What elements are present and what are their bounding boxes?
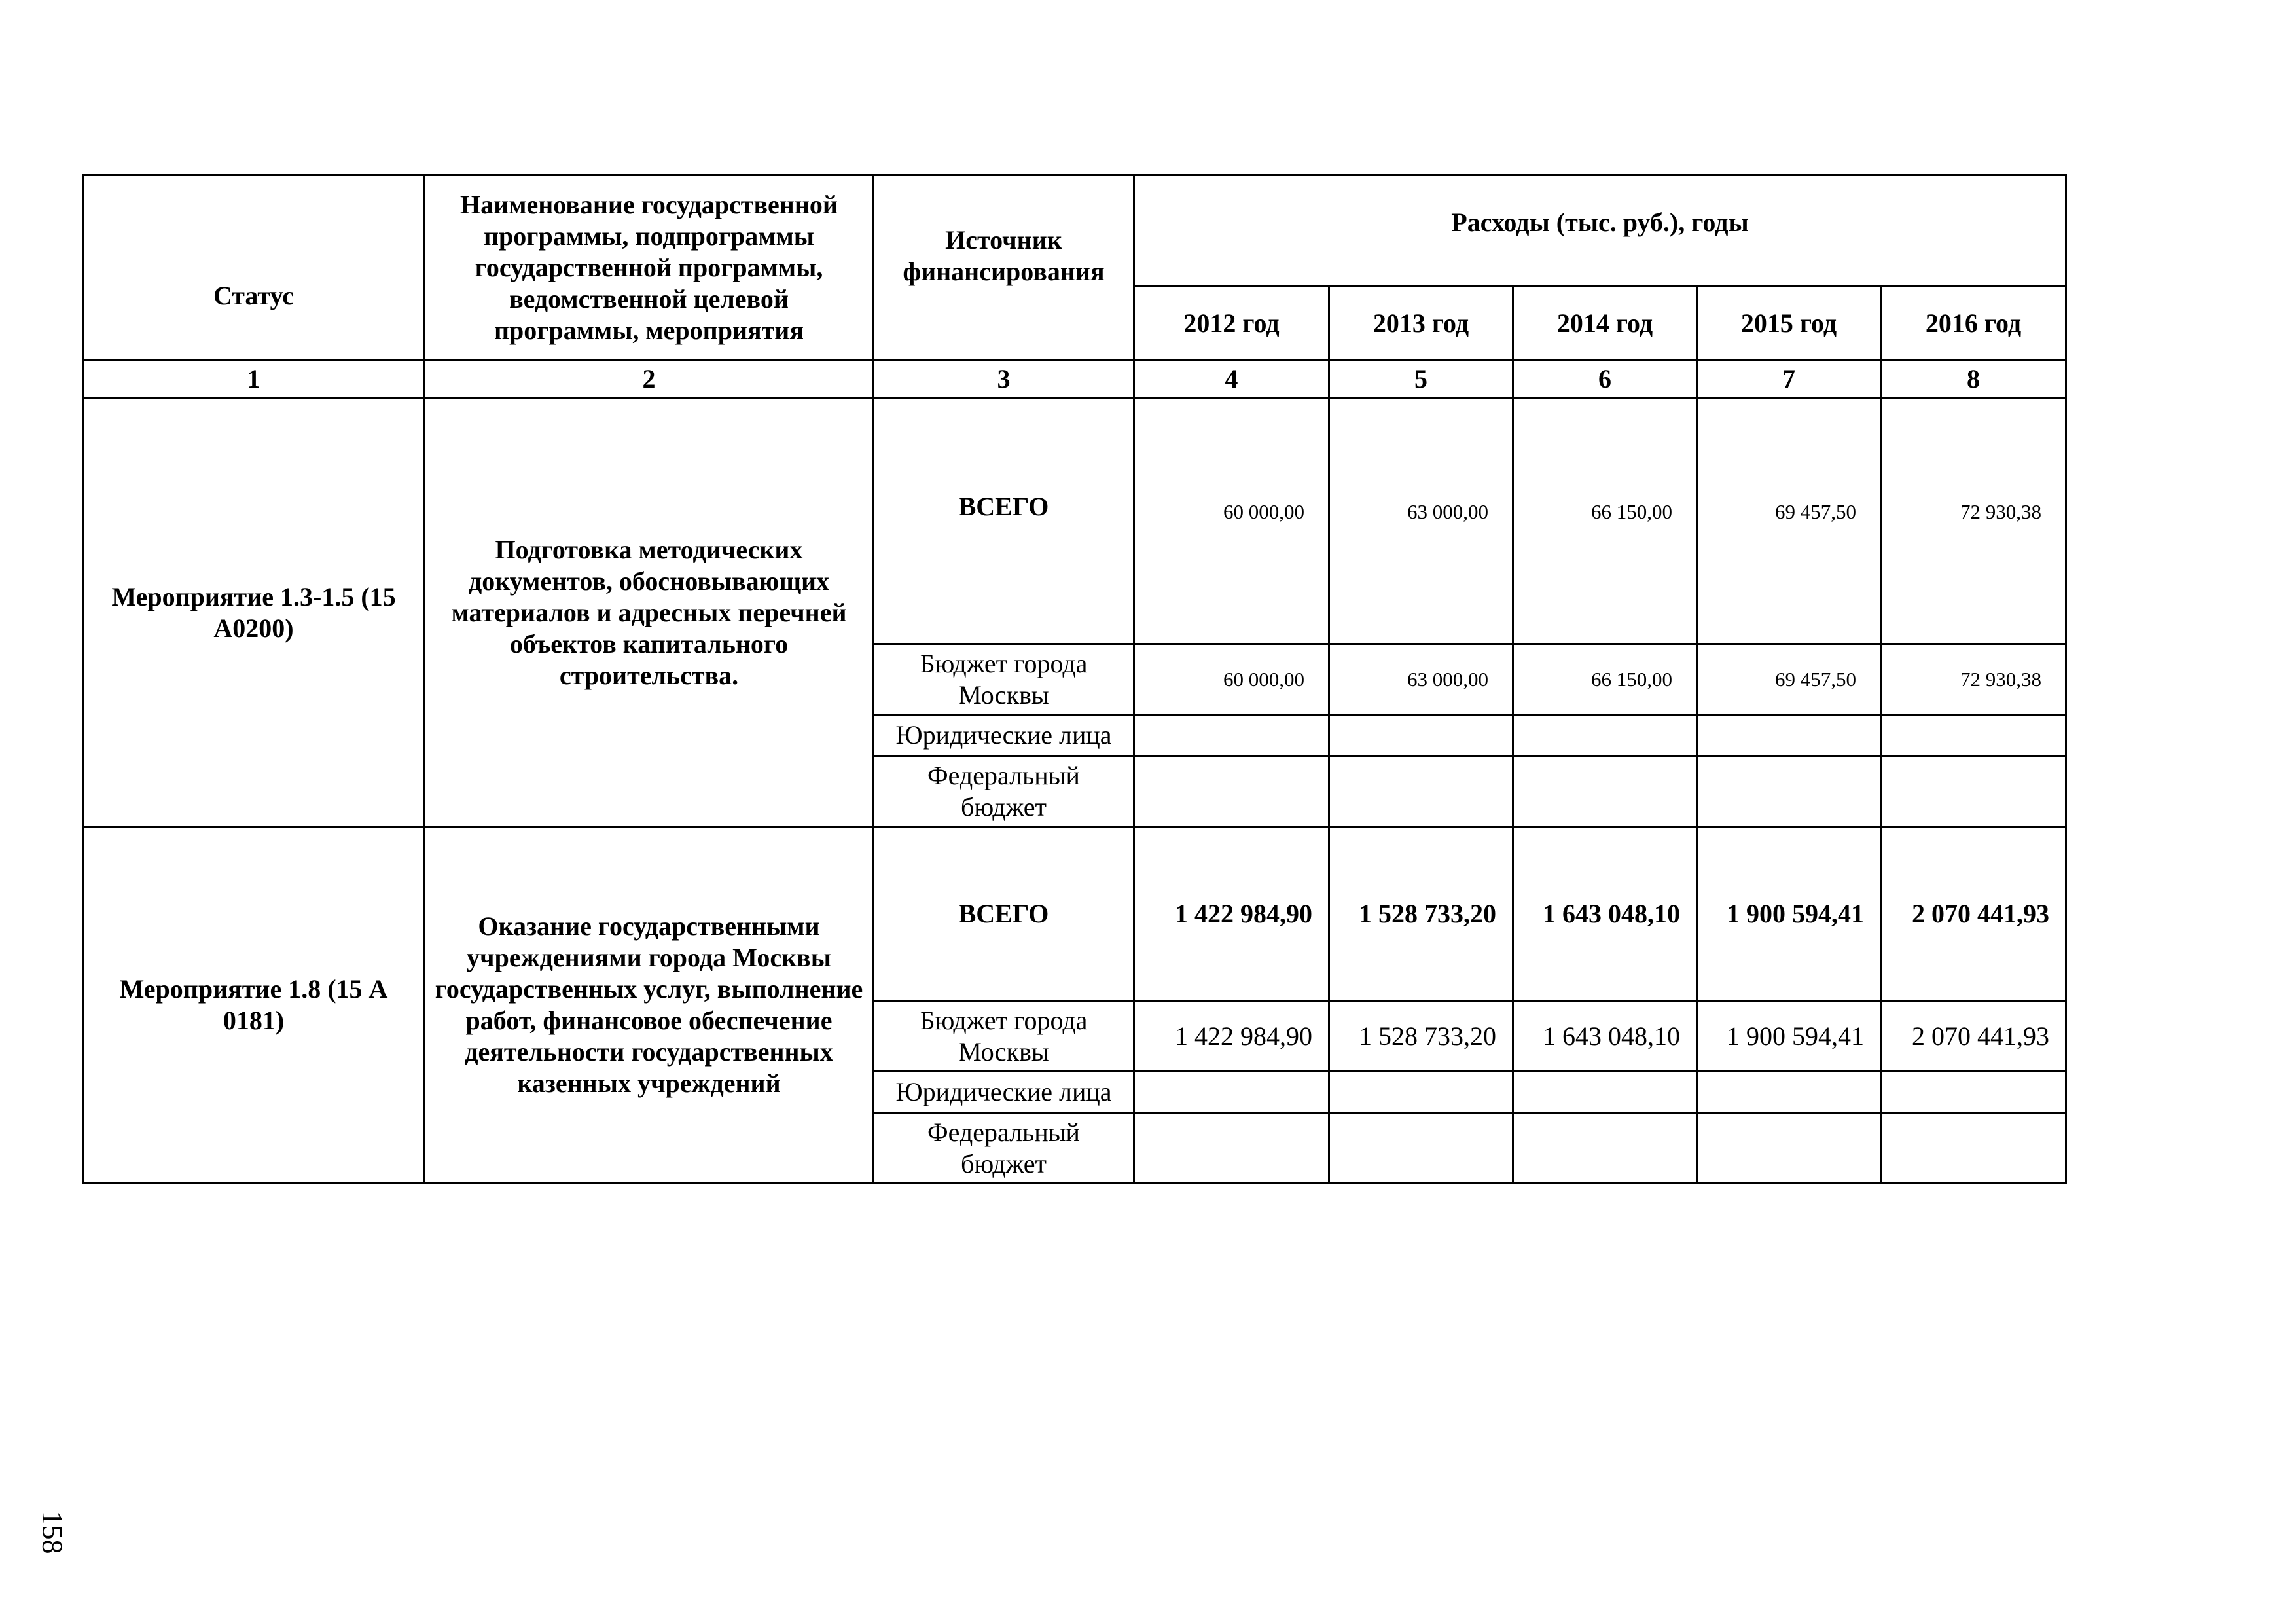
amount-cell: 69 457,50 bbox=[1697, 644, 1881, 715]
amount-cell: 1 528 733,20 bbox=[1329, 1001, 1513, 1072]
amount-cell bbox=[1329, 1072, 1513, 1113]
amount-cell: 69 457,50 bbox=[1697, 399, 1881, 644]
activity-status: Мероприятие 1.8 (15 А 0181) bbox=[83, 827, 425, 1184]
amount-cell: 72 930,38 bbox=[1881, 399, 2066, 644]
column-number: 6 bbox=[1513, 360, 1697, 399]
amount-cell: 66 150,00 bbox=[1513, 399, 1697, 644]
amount-cell bbox=[1697, 756, 1881, 827]
amount-cell bbox=[1329, 756, 1513, 827]
amount-cell: 2 070 441,93 bbox=[1881, 827, 2066, 1001]
amount-cell bbox=[1881, 756, 2066, 827]
amount-cell: 1 900 594,41 bbox=[1697, 1001, 1881, 1072]
page-number: 158 bbox=[36, 1510, 69, 1554]
header-status: Статус bbox=[83, 175, 425, 360]
amount-cell: 66 150,00 bbox=[1513, 644, 1697, 715]
amount-cell bbox=[1134, 715, 1329, 756]
amount-cell bbox=[1697, 715, 1881, 756]
amount-cell: 60 000,00 bbox=[1134, 399, 1329, 644]
page-number-container bbox=[26, 1496, 79, 1568]
amount-cell bbox=[1134, 1113, 1329, 1184]
amount-cell bbox=[1697, 1072, 1881, 1113]
header-expenses: Расходы (тыс. руб.), годы bbox=[1134, 175, 2066, 287]
column-number: 4 bbox=[1134, 360, 1329, 399]
amount-cell bbox=[1881, 715, 2066, 756]
amount-cell: 2 070 441,93 bbox=[1881, 1001, 2066, 1072]
column-number: 8 bbox=[1881, 360, 2066, 399]
amount-cell bbox=[1134, 1072, 1329, 1113]
column-number: 7 bbox=[1697, 360, 1881, 399]
column-number: 2 bbox=[425, 360, 874, 399]
amount-cell bbox=[1329, 715, 1513, 756]
amount-cell: 72 930,38 bbox=[1881, 644, 2066, 715]
amount-cell bbox=[1881, 1113, 2066, 1184]
header-program-name: Наименование государственной программы, подпрограммы государственной программы, ведомственной целевой программы, мероприятия bbox=[425, 175, 874, 360]
source-moscow-budget: Бюджет города Москвы bbox=[874, 1001, 1134, 1072]
header-year: 2016 год bbox=[1881, 287, 2066, 360]
amount-cell bbox=[1513, 756, 1697, 827]
header-year: 2014 год bbox=[1513, 287, 1697, 360]
source-legal-entities: Юридические лица bbox=[874, 715, 1134, 756]
amount-cell: 63 000,00 bbox=[1329, 399, 1513, 644]
activity-name: Подготовка методических документов, обосновывающих материалов и адресных перечней объектов капитального строительства. bbox=[425, 399, 874, 827]
amount-cell bbox=[1513, 1113, 1697, 1184]
amount-cell: 1 643 048,10 bbox=[1513, 1001, 1697, 1072]
amount-cell: 1 422 984,90 bbox=[1134, 1001, 1329, 1072]
source-federal-budget: Федеральный бюджет bbox=[874, 756, 1134, 827]
source-total: ВСЕГО bbox=[874, 827, 1134, 1001]
column-number: 1 bbox=[83, 360, 425, 399]
header-source: Источник финансирования bbox=[874, 175, 1134, 360]
amount-cell: 1 422 984,90 bbox=[1134, 827, 1329, 1001]
budget-table bbox=[82, 174, 2067, 1184]
amount-cell bbox=[1329, 1113, 1513, 1184]
amount-cell: 1 900 594,41 bbox=[1697, 827, 1881, 1001]
source-total: ВСЕГО bbox=[874, 399, 1134, 644]
amount-cell: 60 000,00 bbox=[1134, 644, 1329, 715]
amount-cell bbox=[1134, 756, 1329, 827]
amount-cell bbox=[1513, 715, 1697, 756]
column-number: 3 bbox=[874, 360, 1134, 399]
amount-cell bbox=[1513, 1072, 1697, 1113]
amount-cell: 1 643 048,10 bbox=[1513, 827, 1697, 1001]
source-legal-entities: Юридические лица bbox=[874, 1072, 1134, 1113]
header-year: 2015 год bbox=[1697, 287, 1881, 360]
column-number: 5 bbox=[1329, 360, 1513, 399]
activity-name: Оказание государственными учреждениями города Москвы государственных услуг, выполнение работ, финансовое обеспечение деятельности государственных казенных учреждений bbox=[425, 827, 874, 1184]
source-federal-budget: Федеральный бюджет bbox=[874, 1113, 1134, 1184]
header-year: 2013 год bbox=[1329, 287, 1513, 360]
amount-cell: 1 528 733,20 bbox=[1329, 827, 1513, 1001]
header-year: 2012 год bbox=[1134, 287, 1329, 360]
source-moscow-budget: Бюджет города Москвы bbox=[874, 644, 1134, 715]
amount-cell bbox=[1881, 1072, 2066, 1113]
activity-status: Мероприятие 1.3-1.5 (15 А0200) bbox=[83, 399, 425, 827]
amount-cell bbox=[1697, 1113, 1881, 1184]
amount-cell: 63 000,00 bbox=[1329, 644, 1513, 715]
